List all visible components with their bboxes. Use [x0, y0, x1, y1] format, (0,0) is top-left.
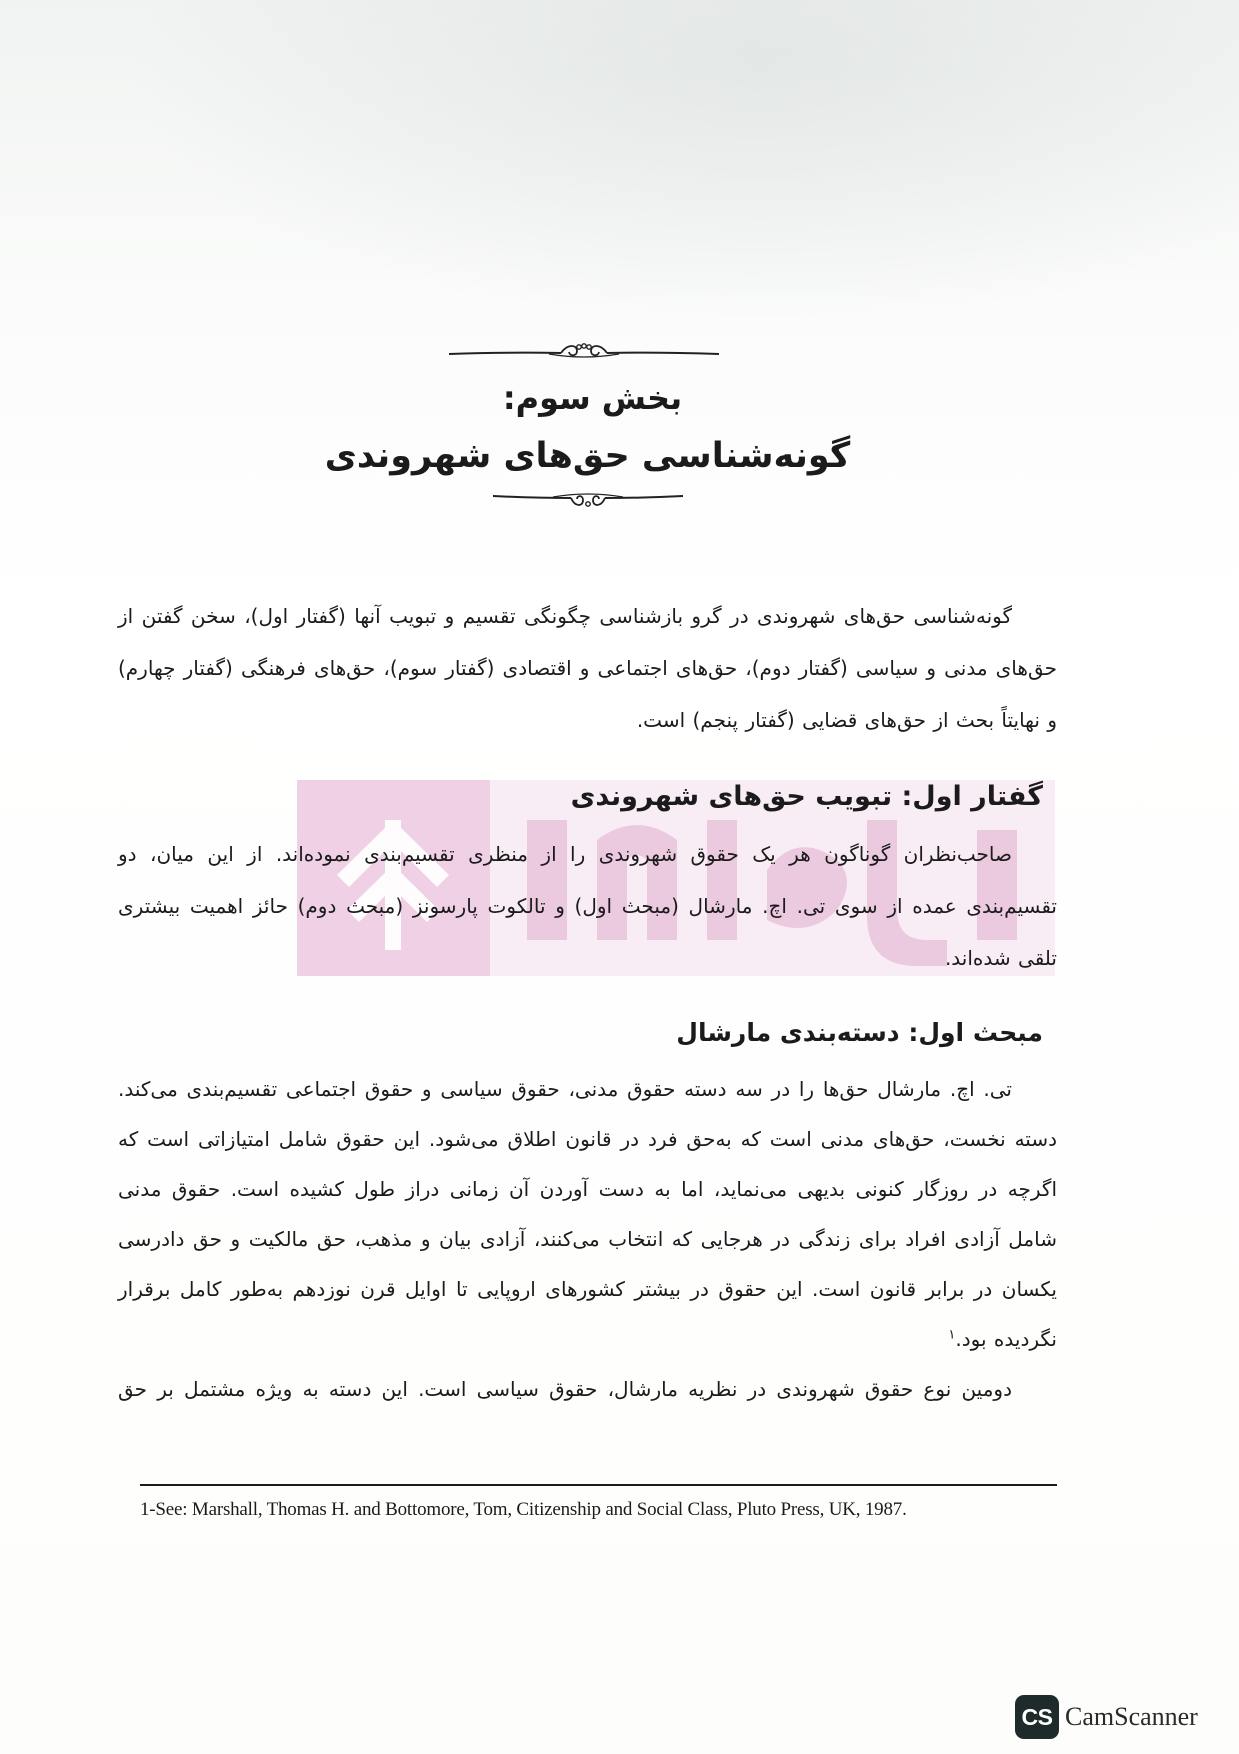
ornament-divider-bottom [493, 486, 683, 512]
footnote-area [140, 1484, 1057, 1524]
ornament-divider-top [449, 340, 719, 366]
camscanner-logo [1015, 1694, 1198, 1740]
section-label: بخش سوم: [502, 379, 683, 417]
topic-paragraph-text: تی. اچ. مارشال حق‌ها را در سه دسته حقوق مدنی، حقوق سیاسی و حقوق اجتماعی تقسیم‌بندی می‌کند. دسته نخست، حق‌های مدنی است که به‌حق فرد در قانون اطلاق می‌شود. این حقوق شامل امتیازاتی است که اگرچه در روزگار کنونی بدیهی می‌نماید، اما به دست آوردن آن زمانی دراز طول کشیده است. حقوق مدنی شامل آزادی افراد برای زندگی در هرجایی که انتخاب می‌کنند، آزادی بیان و مذهب، حق مالکیت و حق دادرسی یکسان در برابر قانون است. این حقوق در بیشتر کشورهای اروپایی تا اوایل قرن نوزدهم به‌طور کامل برقرار نگردیده بود. [118, 1077, 1057, 1351]
camscanner-badge: CS [1015, 1695, 1059, 1739]
footnote-marker: ۱ [948, 1327, 956, 1343]
text-column [118, 340, 1057, 1524]
continuation-paragraph: دومین نوع حقوق شهروندی در نظریه مارشال، حقوق سیاسی است. این دسته به ویژه مشتمل بر حق [118, 1377, 1012, 1401]
camscanner-name: CamScanner [1065, 1702, 1198, 1731]
chapter-paragraph: صاحب‌نظران گوناگون هر یک حقوق شهروندی را از منظری تقسیم‌بندی نموده‌اند. از این میان، دو تقسیم‌بندی عمده از سوی تی. اچ. مارشال (مبحث اول) و تالکوت پارسونز (مبحث دوم) حائز اهمیت بیشتری تلقی شده‌اند. [118, 842, 1057, 970]
topic-paragraph [118, 1064, 1057, 1364]
topic-heading: مبحث اول: دسته‌بندی مارشال [676, 1018, 1043, 1047]
footnote-rule [140, 1484, 1057, 1486]
chapter-heading: گفتار اول: تبویب حق‌های شهروندی [570, 781, 1043, 812]
section-title: گونه‌شناسی حق‌های شهروندی [324, 436, 851, 476]
footnote-text: 1-See: Marshall, Thomas H. and Bottomore, Tom, Citizenship and Social Class, Pluto Press, UK, 1987. [140, 1499, 907, 1520]
intro-paragraph: گونه‌شناسی حق‌های شهروندی در گرو بازشناسی چگونگی تقسیم و تبویب آنها (گفتار اول)، سخن گفتن از حق‌های مدنی و سیاسی (گفتار دوم)، حق‌های اجتماعی و اقتصادی (گفتار سوم)، حق‌های فرهنگی (گفتار چهارم) و نهایتاً بحث از حق‌های قضایی (گفتار پنجم) است. [118, 604, 1057, 732]
